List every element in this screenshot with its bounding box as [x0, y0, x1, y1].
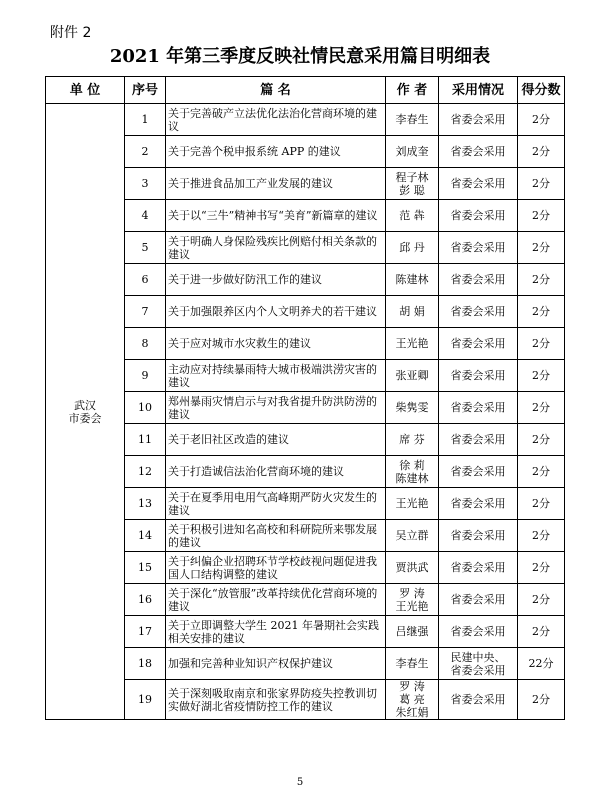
row-score: 2分 [518, 264, 565, 296]
row-title: 关于积极引进知名高校和科研院所来鄂发展的建议 [166, 520, 386, 552]
row-status: 省委会采用 [439, 552, 518, 584]
page-number: 5 [296, 777, 304, 788]
unit-cell: 武汉 市委会 [46, 104, 125, 720]
row-title: 关于打造诚信法治化营商环境的建议 [166, 456, 386, 488]
document-title: 2021 年第三季度反映社情民意采用篇目明细表 [109, 46, 491, 67]
row-author: 邱 丹 [386, 232, 439, 264]
detail-table [45, 76, 565, 720]
row-title: 关于老旧社区改造的建议 [166, 424, 386, 456]
row-author: 范 犇 [386, 200, 439, 232]
row-title: 关于完善个税申报系统 APP 的建议 [166, 136, 386, 168]
header-score: 得分数 [518, 77, 565, 104]
row-score: 2分 [518, 488, 565, 520]
row-status: 省委会采用 [439, 456, 518, 488]
attachment-label: 附件 2 [50, 25, 92, 41]
row-score: 2分 [518, 520, 565, 552]
row-author: 徐 莉 陈建林 [386, 456, 439, 488]
row-score: 2分 [518, 584, 565, 616]
row-author: 程子林 彭 聪 [386, 168, 439, 200]
header-author: 作 者 [386, 77, 439, 104]
row-score: 2分 [518, 104, 565, 136]
row-score: 2分 [518, 456, 565, 488]
row-no: 2 [125, 136, 166, 168]
row-score: 2分 [518, 616, 565, 648]
row-title: 关于纠偏企业招聘环节学校歧视问题促进我国人口结构调整的建议 [166, 552, 386, 584]
table-body [46, 104, 565, 720]
header-unit: 单 位 [46, 77, 125, 104]
header-no: 序号 [125, 77, 166, 104]
row-title: 郑州暴雨灾情启示与对我省提升防洪防涝的建议 [166, 392, 386, 424]
row-score: 2分 [518, 552, 565, 584]
row-no: 18 [125, 648, 166, 680]
row-title: 关于进一步做好防汛工作的建议 [166, 264, 386, 296]
row-title: 关于深刻吸取南京和张家界防疫失控教训切实做好湖北省疫情防控工作的建议 [166, 680, 386, 720]
row-status: 省委会采用 [439, 424, 518, 456]
header-row [46, 77, 565, 104]
row-status: 省委会采用 [439, 104, 518, 136]
row-title: 关于推进食品加工产业发展的建议 [166, 168, 386, 200]
row-no: 11 [125, 424, 166, 456]
row-no: 14 [125, 520, 166, 552]
row-author: 吴立群 [386, 520, 439, 552]
row-no: 5 [125, 232, 166, 264]
row-title: 关于应对城市水灾救生的建议 [166, 328, 386, 360]
row-no: 13 [125, 488, 166, 520]
row-author: 张亚卿 [386, 360, 439, 392]
row-author: 罗 涛 葛 亮 朱红娟 [386, 680, 439, 720]
row-author: 吕继强 [386, 616, 439, 648]
row-status: 省委会采用 [439, 616, 518, 648]
row-no: 1 [125, 104, 166, 136]
header-status: 采用情况 [439, 77, 518, 104]
row-status: 省委会采用 [439, 520, 518, 552]
row-score: 2分 [518, 232, 565, 264]
row-author: 胡 娟 [386, 296, 439, 328]
row-no: 3 [125, 168, 166, 200]
row-score: 2分 [518, 328, 565, 360]
row-title: 关于深化“放管服”改革持续优化营商环境的建议 [166, 584, 386, 616]
row-no: 10 [125, 392, 166, 424]
table-row [46, 104, 565, 136]
row-score: 22分 [518, 648, 565, 680]
row-no: 4 [125, 200, 166, 232]
row-score: 2分 [518, 360, 565, 392]
row-author: 王光艳 [386, 488, 439, 520]
row-no: 15 [125, 552, 166, 584]
header-title: 篇 名 [166, 77, 386, 104]
row-title: 关于完善破产立法优化法治化营商环境的建议 [166, 104, 386, 136]
row-no: 16 [125, 584, 166, 616]
row-status: 民建中央、 省委会采用 [439, 648, 518, 680]
row-status: 省委会采用 [439, 168, 518, 200]
row-author: 贾洪武 [386, 552, 439, 584]
row-title: 关于加强限养区内个人文明养犬的若干建议 [166, 296, 386, 328]
row-no: 6 [125, 264, 166, 296]
row-no: 12 [125, 456, 166, 488]
row-author: 柴隽雯 [386, 392, 439, 424]
row-score: 2分 [518, 296, 565, 328]
row-status: 省委会采用 [439, 360, 518, 392]
row-title: 关于以“三牛”精神书写“美育”新篇章的建议 [166, 200, 386, 232]
row-author: 陈建林 [386, 264, 439, 296]
row-author: 王光艳 [386, 328, 439, 360]
row-status: 省委会采用 [439, 264, 518, 296]
row-title: 关于在夏季用电用气高峰期严防火灾发生的建议 [166, 488, 386, 520]
row-status: 省委会采用 [439, 296, 518, 328]
row-no: 17 [125, 616, 166, 648]
row-no: 7 [125, 296, 166, 328]
row-score: 2分 [518, 168, 565, 200]
row-status: 省委会采用 [439, 584, 518, 616]
row-title: 关于立即调整大学生 2021 年暑期社会实践相关安排的建议 [166, 616, 386, 648]
row-status: 省委会采用 [439, 680, 518, 720]
row-score: 2分 [518, 424, 565, 456]
row-no: 19 [125, 680, 166, 720]
row-status: 省委会采用 [439, 328, 518, 360]
row-no: 8 [125, 328, 166, 360]
row-status: 省委会采用 [439, 136, 518, 168]
row-author: 刘成奎 [386, 136, 439, 168]
row-score: 2分 [518, 680, 565, 720]
row-status: 省委会采用 [439, 232, 518, 264]
row-title: 关于明确人身保险残疾比例赔付相关条款的建议 [166, 232, 386, 264]
row-no: 9 [125, 360, 166, 392]
row-author: 罗 涛 王光艳 [386, 584, 439, 616]
row-status: 省委会采用 [439, 488, 518, 520]
row-author: 席 芬 [386, 424, 439, 456]
row-title: 主动应对持续暴雨特大城市极端洪涝灾害的建议 [166, 360, 386, 392]
row-title: 加强和完善种业知识产权保护建议 [166, 648, 386, 680]
row-score: 2分 [518, 392, 565, 424]
row-author: 李春生 [386, 104, 439, 136]
row-author: 李春生 [386, 648, 439, 680]
row-status: 省委会采用 [439, 200, 518, 232]
row-score: 2分 [518, 200, 565, 232]
row-score: 2分 [518, 136, 565, 168]
row-status: 省委会采用 [439, 392, 518, 424]
